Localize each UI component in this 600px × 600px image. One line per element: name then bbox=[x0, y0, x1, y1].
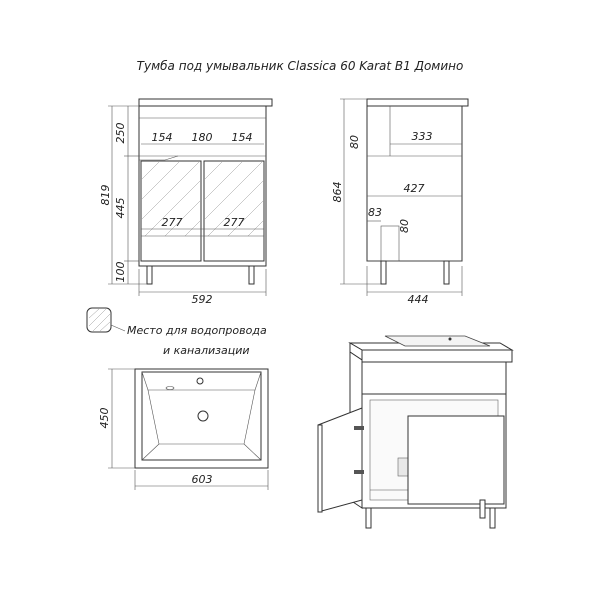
side-dim-864: 864 bbox=[331, 181, 344, 203]
side-dim-444: 444 bbox=[407, 293, 429, 306]
front-leg-right bbox=[249, 266, 254, 284]
side-dim-333: 333 bbox=[411, 130, 433, 143]
iso-door-right bbox=[408, 416, 504, 504]
front-leg-left bbox=[147, 266, 152, 284]
front-dim-250: 250 bbox=[114, 122, 127, 144]
legend bbox=[87, 308, 267, 357]
drawing-title: Тумба под умывальник Classica 60 Karat B1 Домино bbox=[136, 59, 464, 73]
iso-leg-front-left bbox=[366, 508, 371, 528]
hinge-bottom-icon bbox=[354, 470, 364, 474]
iso-faucet-hole-icon bbox=[449, 338, 452, 341]
front-body bbox=[139, 106, 266, 266]
iso-countertop-front bbox=[362, 350, 512, 362]
perspective-view bbox=[318, 336, 512, 528]
front-dim-180: 180 bbox=[191, 131, 213, 144]
top-rim bbox=[142, 372, 261, 460]
front-dim-277-left: 277 bbox=[161, 216, 183, 229]
front-dim-154-right: 154 bbox=[231, 131, 253, 144]
legend-leader-line bbox=[111, 325, 125, 331]
front-cutout-line bbox=[139, 156, 178, 160]
faucet-hole-icon bbox=[197, 378, 203, 384]
side-pipe-cutout bbox=[381, 226, 399, 261]
front-dim-445: 445 bbox=[114, 197, 127, 219]
drain-icon bbox=[198, 411, 208, 421]
front-dim-154-left: 154 bbox=[151, 131, 173, 144]
side-dim-80-top: 80 bbox=[348, 135, 361, 149]
front-dim-819: 819 bbox=[99, 184, 112, 206]
iso-door-left bbox=[318, 408, 362, 512]
front-dim-592: 592 bbox=[191, 293, 213, 306]
side-dim-427: 427 bbox=[403, 182, 425, 195]
legend-line-1: Место для водопровода bbox=[127, 324, 267, 337]
top-view bbox=[98, 369, 268, 490]
side-dim-83: 83 bbox=[368, 206, 382, 219]
iso-door-left-edge bbox=[318, 425, 322, 512]
top-basin bbox=[148, 390, 255, 444]
side-leg-right bbox=[444, 261, 449, 284]
front-dim-277-right: 277 bbox=[223, 216, 245, 229]
legend-line-2: и канализации bbox=[163, 344, 250, 357]
side-countertop bbox=[367, 99, 468, 106]
legend-symbol bbox=[87, 308, 111, 332]
hinge-top-icon bbox=[354, 426, 364, 430]
overflow-icon bbox=[166, 387, 174, 390]
front-door-hatching bbox=[141, 161, 263, 236]
front-view bbox=[99, 99, 272, 306]
top-dim-450: 450 bbox=[98, 407, 111, 429]
iso-leg-back-right bbox=[480, 500, 485, 518]
side-dim-80-bottom: 80 bbox=[398, 219, 411, 233]
top-dim-603: 603 bbox=[191, 473, 213, 486]
side-view bbox=[331, 99, 468, 306]
front-dim-100: 100 bbox=[114, 261, 127, 283]
side-leg-left bbox=[381, 261, 386, 284]
front-countertop bbox=[139, 99, 272, 106]
iso-leg-front-right bbox=[490, 508, 495, 528]
